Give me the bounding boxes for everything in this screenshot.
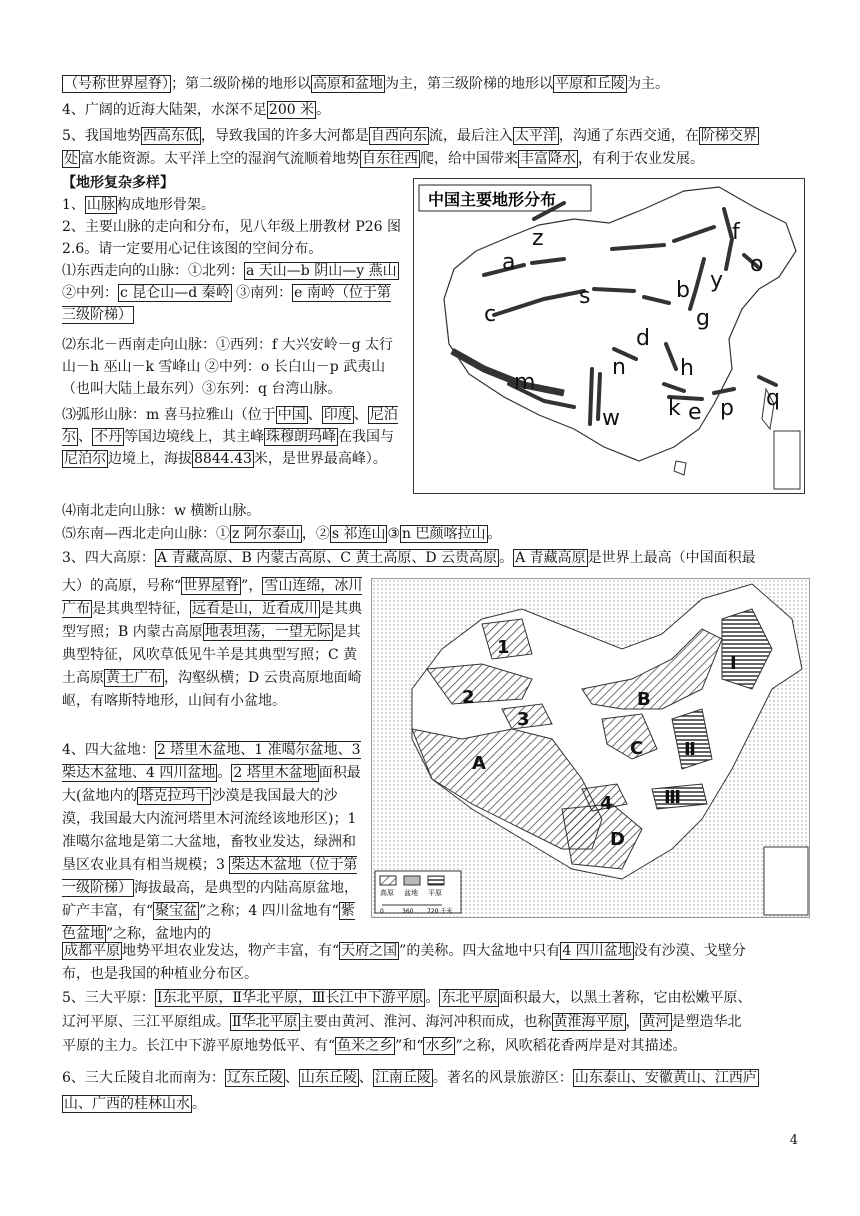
boxed-answer: 山东泰山、安徽黄山、江西庐 xyxy=(574,1070,757,1086)
text-line: 布，也是我国的种植业分布区。 xyxy=(62,966,258,982)
text-line xyxy=(62,1067,759,1089)
boxed-answer: Ⅰ东北平原，Ⅱ华北平原，Ⅲ长江中下游平原 xyxy=(156,990,424,1006)
map-label: C xyxy=(630,738,644,759)
scale-label: 360 xyxy=(402,908,414,915)
boxed-answer: 中国 xyxy=(277,407,306,423)
text-line xyxy=(62,1035,687,1057)
boxed-answer: 西高东低 xyxy=(142,128,199,144)
boxed-answer: Ⅱ华北平原 xyxy=(232,1014,298,1030)
scale-label: 720 千米 xyxy=(427,908,453,915)
text: 。 xyxy=(192,1096,206,1112)
boxed-answer: e 南岭（位于第三级阶梯） xyxy=(62,285,391,323)
boxed-answer: 黄河 xyxy=(641,1014,670,1030)
text: 流，最后注入 xyxy=(428,128,513,144)
text-line xyxy=(62,940,746,962)
text-line xyxy=(62,73,669,95)
text: ，有利于农业发展。 xyxy=(578,151,704,167)
map-letter: n xyxy=(612,355,626,380)
boxed-answer: 2 塔里木盆地、1 准噶尔盆地、3 柴达木盆地、4 四川盆地 xyxy=(62,742,361,781)
paragraph xyxy=(62,260,402,326)
text: ③ xyxy=(387,526,401,542)
text: ”之称，风吹稻花香两岸是对其描述。 xyxy=(455,1038,687,1054)
text: 、 xyxy=(307,407,322,423)
text: 富水能资源。太平洋上空的湿润气流顺着地势 xyxy=(80,151,360,167)
map-letter: g xyxy=(696,306,710,331)
map-letter: q xyxy=(766,386,780,411)
landform-map-figure xyxy=(371,578,810,918)
text: ⑴东西走向的山脉：①北列： xyxy=(62,263,244,279)
mountain-map-figure xyxy=(413,178,805,494)
map-letter: p xyxy=(720,396,734,421)
boxed-answer: 自西向东 xyxy=(370,128,427,144)
boxed-answer: 珠穆朗玛峰 xyxy=(266,429,336,445)
boxed-answer: c 昆仑山—d 秦岭 xyxy=(120,285,230,301)
text: 。 xyxy=(487,526,502,542)
map-letter: w xyxy=(602,406,620,431)
boxed-answer: 尼泊尔 xyxy=(64,451,106,467)
text: 。 xyxy=(499,550,514,566)
map-label: Ⅱ xyxy=(684,739,696,760)
text: 。 xyxy=(316,102,331,118)
map-letter: s xyxy=(579,284,591,309)
map-letter: y xyxy=(710,268,724,293)
text: 米，是世界最高峰）。 xyxy=(253,451,387,467)
text: ⑸东南—西北走向山脉：① xyxy=(62,526,230,542)
map-letter: m xyxy=(514,370,536,395)
text: ， xyxy=(625,1014,640,1030)
boxed-answer: 不丹 xyxy=(94,429,122,445)
boxed-answer: 自东往西 xyxy=(362,151,418,167)
text: 4、四大盆地： xyxy=(62,742,155,758)
boxed-answer: a 天山—b 阴山—y 燕山 xyxy=(246,263,397,279)
boxed-answer: 地表坦荡，一望无际 xyxy=(204,624,331,640)
text-line: ⑷南北走向山脉：w 横断山脉。 xyxy=(62,503,261,519)
text: 在我国与 xyxy=(338,429,394,445)
boxed-answer: 处 xyxy=(64,151,78,167)
boxed-answer: 水乡 xyxy=(425,1038,454,1054)
section-heading: 【地形复杂多样】 xyxy=(62,175,174,191)
text: 爬，给中国带来 xyxy=(420,151,518,167)
boxed-answer: 柴达木盆地（位于第一级阶梯） xyxy=(62,857,358,896)
map-letter: z xyxy=(532,226,544,251)
text: 是塑造华北 xyxy=(671,1014,742,1030)
text-line xyxy=(62,523,502,545)
map-label: B xyxy=(637,689,651,710)
map-letter: h xyxy=(680,356,694,381)
text: ”和“ xyxy=(395,1038,424,1054)
text: 、 xyxy=(284,1070,299,1086)
map-letter: k xyxy=(668,396,681,421)
boxed-answer: 紫色盆地 xyxy=(62,903,355,942)
map-letter: c xyxy=(484,302,497,327)
text: ②中列： xyxy=(62,285,118,301)
text: 为主。 xyxy=(627,76,669,92)
text: 3、四大高原： xyxy=(62,550,155,566)
map-label: 2 xyxy=(462,687,475,708)
map-title: 中国主要地形分布 xyxy=(428,190,557,209)
text: 地势平坦农业发达，物产丰富，有“ xyxy=(122,943,340,959)
text: 是其典型特征， xyxy=(92,601,190,617)
boxed-answer: 鱼米之乡 xyxy=(337,1038,394,1054)
boxed-answer: s 祁连山 xyxy=(331,526,386,542)
page-number: 4 xyxy=(789,1133,798,1148)
boxed-answer: 山、广西的桂林山水 xyxy=(64,1096,190,1112)
map-label: A xyxy=(472,753,486,774)
text-line xyxy=(62,148,704,170)
text: 、 xyxy=(78,429,92,445)
boxed-answer: 雪山连绵，冰川广布 xyxy=(62,578,363,617)
text-line xyxy=(62,194,215,216)
text: 。著名的风景旅游区： xyxy=(432,1070,573,1086)
boxed-answer: 天府之国 xyxy=(341,943,398,959)
boxed-answer: 200 米 xyxy=(268,102,315,118)
paragraph xyxy=(62,404,402,470)
boxed-answer: 尼泊尔 xyxy=(62,407,398,445)
text: 等国边境线上，其主峰 xyxy=(124,429,264,445)
text: ”之称；4 四川盆地有“ xyxy=(199,903,339,919)
text-line xyxy=(62,547,756,569)
text-line xyxy=(62,987,751,1009)
text: 是其典型写照；B 内蒙古高原 xyxy=(62,601,362,640)
boxed-answer: 东北平原 xyxy=(441,990,498,1006)
boxed-answer: 2 塔里木盆地 xyxy=(233,765,317,781)
boxed-answer: 丰富降水 xyxy=(520,151,576,167)
boxed-answer: 平原和丘陵 xyxy=(555,76,625,92)
text: 4、广阔的近海大陆架，水深不足 xyxy=(62,102,267,118)
text: 5、我国地势 xyxy=(62,128,141,144)
text: 6、三大丘陵自北而南为： xyxy=(62,1070,225,1086)
text: 、 xyxy=(358,1070,373,1086)
paragraph xyxy=(62,739,364,946)
text-line xyxy=(62,125,759,147)
text: 主要由黄河、淮河、海河冲积而成，也称 xyxy=(299,1014,552,1030)
boxed-answer: 辽东丘陵 xyxy=(226,1070,283,1086)
mountain-map-svg xyxy=(414,179,804,493)
boxed-answer: 江南丘陵 xyxy=(374,1070,431,1086)
text-line xyxy=(62,1011,742,1033)
legend-label: 平原 xyxy=(428,889,442,897)
paragraph: 2、主要山脉的走向和分布，见八年级上册教材 P26 图 2.6。请一定要用心记住该图的空间分布。 xyxy=(62,219,402,257)
map-letter: f xyxy=(732,220,740,245)
text: 面积最大(盆地内的 xyxy=(62,765,361,804)
text: 。 xyxy=(425,990,440,1006)
map-letter: a xyxy=(502,250,516,275)
boxed-answer: 山东丘陵 xyxy=(300,1070,357,1086)
boxed-answer: 世界屋脊 xyxy=(183,578,240,594)
legend-label: 高原 xyxy=(380,889,394,897)
boxed-answer: 阶梯交界 xyxy=(700,128,757,144)
map-label: 4 xyxy=(600,793,613,814)
map-label: Ⅰ xyxy=(730,653,737,674)
text: 边境上，海拔 xyxy=(108,451,192,467)
text: ，沟壑纵横；D 云贵高原地面崎岖，有喀斯特地形，山间有小盆地。 xyxy=(62,670,362,709)
legend-label: 盆地 xyxy=(404,889,418,897)
text: ，沟通了东西交通，在 xyxy=(558,128,699,144)
boxed-answer: 高原和盆地 xyxy=(313,76,383,92)
boxed-answer: 4 四川盆地 xyxy=(562,943,632,959)
map-label: D xyxy=(610,829,625,850)
boxed-answer: 黄淮海平原 xyxy=(553,1014,624,1030)
boxed-answer: 远看是山，近看成川 xyxy=(192,601,318,617)
text: 大）的高原，号称“ xyxy=(62,578,182,594)
boxed-answer: 印度 xyxy=(323,407,352,423)
text: ”之称，盆地内的 xyxy=(106,926,212,942)
boxed-answer: 太平洋 xyxy=(514,128,557,144)
text: 为主，第三级阶梯的地形以 xyxy=(385,76,553,92)
boxed-answer: n 巴颜喀拉山 xyxy=(402,526,486,542)
landform-map-svg xyxy=(372,579,809,917)
boxed-answer: A 青藏高原 xyxy=(515,550,586,566)
text: 1、 xyxy=(62,197,85,213)
text: 。 xyxy=(217,765,232,781)
paragraph xyxy=(62,575,364,713)
text-line xyxy=(62,1093,206,1115)
scale-label: 0 xyxy=(380,908,384,915)
text: 面积最大，以黑土著称，它由松嫩平原、 xyxy=(499,990,752,1006)
text-line xyxy=(62,99,330,121)
text: ；第二级阶梯的地形以 xyxy=(171,76,311,92)
map-label: Ⅲ xyxy=(664,787,682,808)
boxed-answer: 聚宝盆 xyxy=(155,903,198,919)
boxed-answer: 8844.43 xyxy=(194,451,252,467)
text: ，导致我国的许多大河都是 xyxy=(200,128,369,144)
text: ，② xyxy=(301,526,330,542)
map-letter: o xyxy=(750,252,764,277)
boxed-answer: 黄土广布 xyxy=(106,670,162,686)
boxed-answer: 塔克拉玛干 xyxy=(139,788,210,804)
text: ”的美称。四大盆地中只有 xyxy=(399,943,561,959)
text: 没有沙漠、戈壁分 xyxy=(633,943,746,959)
text: 5、三大平原： xyxy=(62,990,155,1006)
map-letter: e xyxy=(688,400,702,425)
map-label: 1 xyxy=(497,637,510,658)
boxed-answer: A 青藏高原、B 内蒙古高原、C 黄土高原、D 云贵高原 xyxy=(156,550,498,566)
text: 是世界上最高（中国面积最 xyxy=(587,550,756,566)
paragraph: ⑵东北－西南走向山脉：①西列：f 大兴安岭－g 太行山－h 巫山－k 雪峰山 ②中列：o 长白山－p 武夷山（也叫大陆上最东列）③东列：q 台湾山脉。 xyxy=(62,337,394,397)
text: ⑶弧形山脉：m 喜马拉雅山（位于 xyxy=(62,407,276,423)
text: ③南列： xyxy=(231,285,293,301)
boxed-answer: （号称世界屋脊） xyxy=(64,76,169,92)
text: 构成地形骨架。 xyxy=(116,197,215,213)
text: 是其典型特征，风吹草低见牛羊是其典型写照；C 黄土高原 xyxy=(62,624,361,686)
boxed-answer: 成都平原 xyxy=(64,943,120,959)
text: ”， xyxy=(241,578,263,594)
text: 平原的主力。长江中下游平原地势低平、有“ xyxy=(62,1038,336,1054)
map-label: 3 xyxy=(517,709,530,730)
text: 、 xyxy=(353,407,368,423)
map-letter: b xyxy=(676,278,690,303)
text: 辽河平原、三江平原组成。 xyxy=(62,1014,230,1030)
boxed-answer: 山脉 xyxy=(86,197,115,213)
text: 沙漠是我国最大的沙漠，我国最大内流河塔里木河流经该地形区)；1 准噶尔盆地是第二大盆地，畜牧业发达，绿洲和垦区农业具有相当规模；3 xyxy=(62,788,357,873)
text: 海拔最高，是典型的内陆高原盆地，矿产丰富，有“ xyxy=(62,880,358,919)
boxed-answer: z 阿尔泰山 xyxy=(232,526,300,542)
map-letter: d xyxy=(636,326,650,351)
